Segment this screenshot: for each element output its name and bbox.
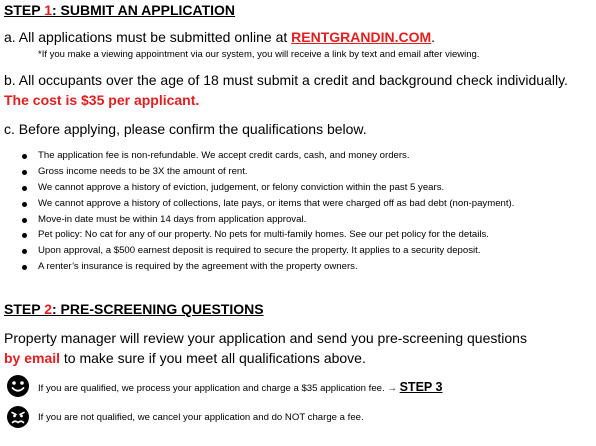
by-email-emphasis: by email [4,350,61,366]
step1-item-b: b. All occupants over the age of 18 must submit a credit and background check individually. [4,72,568,88]
bullet-dot [22,233,27,238]
item-a-text: a. All applications must be submitted online at [4,29,292,45]
step1-item-c: c. Before applying, please confirm the qualifications below. [4,121,367,137]
bullet-dot [22,265,27,270]
bullet-dot [22,218,27,223]
bullet-dot [22,186,27,191]
step1-item-a-note: *If you make a viewing appointment via our system, you will receive a link by text and email after viewing. [38,49,480,60]
step2-paragraph-line1: Property manager will review your application and send you pre-screening questions [4,330,527,346]
step1-item-a [4,29,435,45]
item-a-end: . [431,29,436,45]
step2-paragraph-line2 [4,350,366,366]
rentgrandin-link[interactable]: RENTGRANDIN.COM [291,29,432,45]
list-item-text: We cannot approve a history of eviction, judgement, or felony conviction within the past 5 years. [38,181,445,193]
list-item [22,196,514,212]
step1-item-b-cost: The cost is $35 per applicant. [4,92,200,108]
step3-link[interactable]: STEP 3 [399,380,443,394]
qualified-row [38,380,442,394]
step2-heading [4,301,264,317]
step1-heading-title: : SUBMIT AN APPLICATION [52,2,236,18]
list-item-text: We cannot approve a history of collections, late pays, or items that were charged off as bad debt (non-payment). [38,197,515,209]
not-qualified-text: If you are not qualified, we cancel your application and do NOT charge a fee. [38,412,364,423]
list-item [22,164,514,180]
bullet-dot [22,249,27,254]
list-item-text: Pet policy: No cat for any of our property. No pets for multi-family homes. See our pet policy for the details. [38,229,489,241]
list-item [22,180,514,196]
bullet-dot [22,170,27,175]
list-item-text: A renter’s insurance is required by the agreement with the property owners. [38,261,358,273]
qualified-text: If you are qualified, we process your application and charge a $35 application fee. → [38,383,400,394]
step1-heading-prefix: STEP [4,2,45,18]
list-item-text: Gross income needs to be 3X the amount of rent. [38,165,248,177]
list-item [22,259,514,275]
step1-heading-number: 1 [44,2,52,18]
step2-heading-prefix: STEP [4,301,45,317]
list-item-text: Move-in date must be within 14 days from application approval. [38,213,307,225]
list-item [22,243,514,259]
list-item [22,227,514,243]
bullet-dot [22,154,27,159]
list-item [22,212,514,228]
list-item [22,148,514,164]
list-item-text: Upon approval, a $500 earnest deposit is required to secure the property. It applies to a security deposit. [38,245,481,257]
step2-paragraph-rest: to make sure if you meet all qualifications above. [60,350,366,366]
sad-face-icon [6,405,30,429]
smiley-face-icon [6,374,30,398]
step2-heading-number: 2 [44,301,52,317]
bullet-dot [22,202,27,207]
step1-heading [4,2,235,18]
qualifications-list [22,148,514,275]
step2-heading-title: : PRE-SCREENING QUESTIONS [52,301,264,317]
list-item-text: The application fee is non-refundable. We accept credit cards, cash, and money orders. [38,150,410,161]
